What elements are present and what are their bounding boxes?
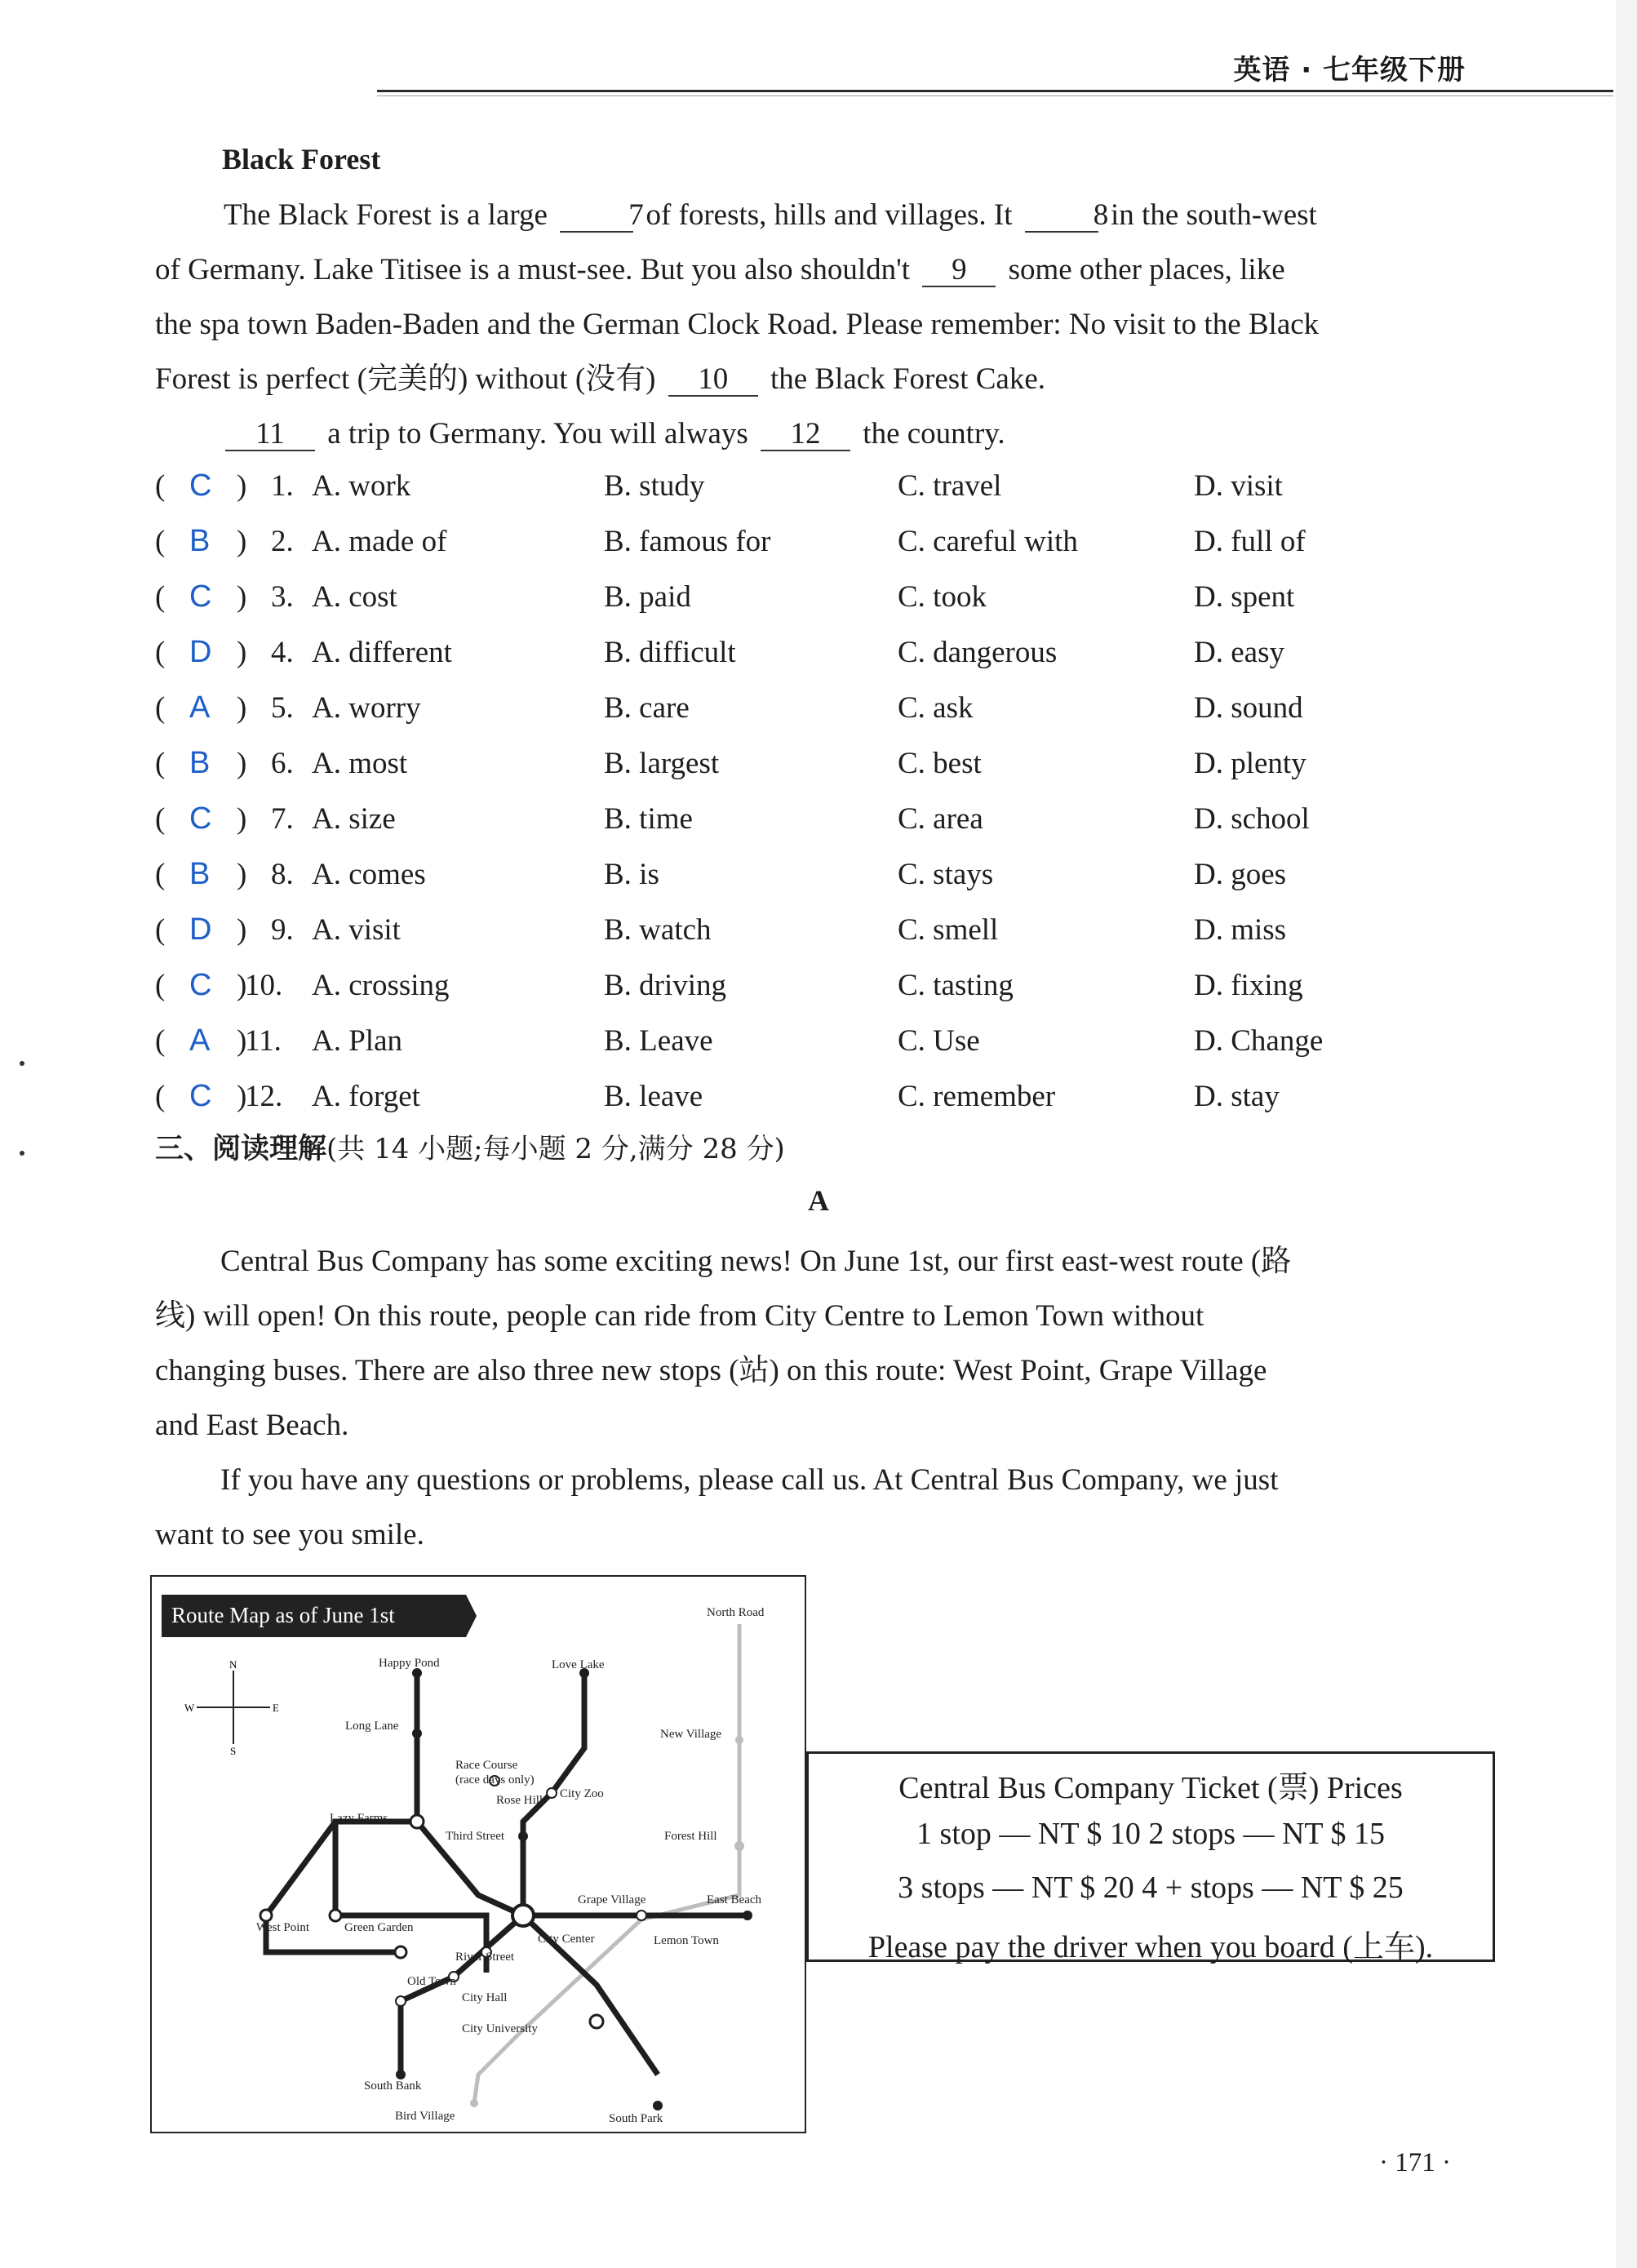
option-a: A. visit [312,913,401,947]
stop-north-road: North Road [707,1606,765,1619]
reading-passage: Central Bus Company has some exciting news! On June 1st, our first east-west route (路 线) will open! On this route, people can ride from City Centre to Lemon Town without changing buses. There are also three new stops (站) on this route: West Point, Grape Village and East Beach. If you have any questions or problems, please call us. At Central Bus Company, we just want to see you smile. [155,1245,1292,1551]
ticket-note: Please pay the driver when you board (上车). [867,1930,1434,1964]
paren: ) [237,469,247,503]
stop-rose-hill: Rose Hill [496,1794,543,1807]
option-d: D. goes [1194,858,1287,891]
answer-letter: A [189,690,211,725]
cloze-line-4: Forest is perfect (完美的) without (没有) 10 the Black Forest Cake. [155,362,1045,396]
stop-happy-pond: Happy Pond [379,1657,440,1670]
option-d: D. miss [1194,913,1287,947]
option-b: B. Leave [604,1024,713,1058]
blank-9: 9 [922,255,996,287]
stop-third-street: Third Street [446,1830,505,1843]
compass-e: E [273,1702,279,1714]
page-number: · 171 · [1379,2148,1451,2177]
question-number: 9. [271,913,294,947]
paren: ) [237,636,247,669]
question-number: 4. [271,636,294,669]
option-b: B. care [604,691,690,725]
question-number: 5. [271,691,294,725]
option-a: A. most [312,747,408,780]
ticket-row-2: 3 stops — NT $ 20 4 + stops — NT $ 25 [898,1871,1404,1905]
option-c: C. best [898,747,982,780]
blank-7: 7 [560,200,633,233]
question-row [155,1079,1502,1128]
option-a: A. Plan [312,1024,402,1058]
option-c: C. area [898,802,983,836]
option-a: A. worry [312,691,421,725]
cloze-passage [155,188,1502,461]
paren: ) [237,913,247,947]
option-b: B. time [604,802,693,836]
option-c: C. travel [898,469,1002,503]
option-d: D. fixing [1194,969,1303,1002]
stop-city-university: City University [462,2022,538,2035]
question-row [155,857,1502,906]
route-map [150,1575,806,2133]
option-d: D. easy [1194,636,1284,669]
question-row [155,524,1502,573]
option-b: B. is [604,858,659,891]
compass-n: N [229,1658,237,1671]
stop-east-beach: East Beach [707,1893,762,1906]
compass-w: W [184,1702,195,1714]
question-row [155,968,1502,1017]
answer-letter: C [189,801,212,836]
cloze-line-2: of Germany. Lake Titisee is a must-see. But you also shouldn't 9 some other places, like [155,253,1285,286]
paren: ( [155,969,166,1002]
question-row [155,912,1502,961]
paren: ( [155,1080,166,1113]
answer-letter: B [189,746,211,780]
question-number: 6. [271,747,294,780]
stop-city-hall: City Hall [462,1991,508,2004]
option-d: D. school [1194,802,1310,836]
blank-12: 12 [761,419,850,451]
stop-new-village: New Village [660,1728,722,1741]
option-a: A. forget [312,1080,420,1113]
option-b: B. study [604,469,705,503]
question-number: 8. [271,858,294,891]
question-number: 7. [271,802,294,836]
option-c: C. careful with [898,525,1078,558]
answer-letter: A [189,1023,211,1058]
stop-love-lake: Love Lake [552,1658,605,1671]
paren: ) [237,691,247,725]
option-b: B. watch [604,913,712,947]
ticket-title: Central Bus Company Ticket (票) Prices [898,1771,1403,1805]
stop-south-park: South Park [609,2112,663,2125]
header-rule-thin [377,95,1613,96]
stop-grape-village: Grape Village [578,1893,646,1906]
answer-letter: C [189,968,212,1002]
option-c: C. smell [898,913,999,947]
passage-letter: A [808,1184,829,1217]
stop-river-street: River Street [455,1951,515,1964]
option-d: D. full of [1194,525,1306,558]
question-row [155,579,1502,628]
cloze-line-5: 11 a trip to Germany. You will always 12 the country. [155,406,1502,461]
compass-icon [197,1671,270,1744]
answer-letter: C [189,468,212,503]
blank-8: 8 [1025,200,1098,233]
question-row [155,690,1502,739]
paren: ) [237,1024,247,1058]
compass-s: S [230,1745,237,1757]
option-b: B. largest [604,747,720,780]
paren: ( [155,469,166,503]
question-row [155,746,1502,795]
stop-bird-village: Bird Village [395,2110,455,2123]
answer-letter: C [189,1079,212,1113]
section-heading: 三、阅读理解(共 14 小题;每小题 2 分,满分 28 分) [155,1133,785,1165]
paren: ( [155,913,166,947]
margin-dot [20,1061,24,1066]
stop-lemon-town: Lemon Town [654,1934,719,1947]
paren: ( [155,858,166,891]
option-b: B. famous for [604,525,771,558]
option-c: C. dangerous [898,636,1058,669]
option-a: A. made of [312,525,447,558]
option-d: D. stay [1194,1080,1280,1113]
option-c: C. took [898,580,987,614]
option-b: B. paid [604,580,691,614]
option-a: A. different [312,636,452,669]
answer-letter: D [189,912,212,947]
stop-south-bank: South Bank [364,2079,422,2093]
paren: ) [237,802,247,836]
paren: ) [237,580,247,614]
cloze-line-3: the spa town Baden-Baden and the German Clock Road. Please remember: No visit to the Black [155,308,1320,341]
question-row [155,1023,1502,1072]
paren: ( [155,802,166,836]
paren: ( [155,636,166,669]
stop-green-garden: Green Garden [344,1921,414,1934]
stop-lazy-farms: Lazy Farms [330,1812,388,1825]
stop-city-center: City Center [538,1933,595,1946]
paren: ) [237,747,247,780]
ticket-row-1: 1 stop — NT $ 10 2 stops — NT $ 15 [916,1817,1385,1851]
passage-title: Black Forest [222,143,381,175]
question-number: 2. [271,525,294,558]
paren: ( [155,747,166,780]
page-edge-shade [1616,0,1637,2268]
paren: ) [237,525,247,558]
stop-old-town: Old Town [407,1975,456,1988]
option-c: C. tasting [898,969,1014,1002]
question-number: 12. [245,1080,283,1113]
option-b: B. leave [604,1080,703,1113]
ticket-price-box [806,1751,1495,1962]
stop-long-lane: Long Lane [345,1720,399,1733]
option-a: A. cost [312,580,397,614]
paren: ) [237,969,247,1002]
paren: ) [237,1080,247,1113]
stop-race-course: Race Course [455,1759,518,1772]
option-a: A. size [312,802,396,836]
question-number: 3. [271,580,294,614]
book-title: 英语 · 七年级下册 [1233,54,1466,87]
answer-letter: B [189,524,211,558]
stop-city-zoo: City Zoo [560,1787,604,1800]
answer-letter: C [189,579,212,614]
paren: ( [155,1024,166,1058]
stop-race-course-note: (race days only) [455,1773,535,1786]
option-c: C. ask [898,691,974,725]
answer-letter: D [189,635,212,669]
option-d: D. Change [1194,1024,1324,1058]
option-a: A. comes [312,858,426,891]
cloze-line-1: The Black Forest is a large 7 of forests, hills and villages. It 8 in the south-west [224,198,1317,232]
option-c: C. remember [898,1080,1056,1113]
paren: ( [155,525,166,558]
paren: ( [155,580,166,614]
option-b: B. driving [604,969,727,1002]
map-title: Route Map as of June 1st [171,1603,395,1627]
option-a: A. work [312,469,411,503]
paren: ) [237,858,247,891]
stop-west-point: West Point [256,1921,310,1934]
option-a: A. crossing [312,969,450,1002]
question-row [155,468,1502,517]
question-row [155,635,1502,684]
option-b: B. difficult [604,636,736,669]
option-c: C. stays [898,858,994,891]
route-map-svg [152,1577,805,2132]
option-d: D. plenty [1194,747,1306,780]
stop-forest-hill: Forest Hill [664,1830,717,1843]
question-row [155,801,1502,850]
blank-10: 10 [668,364,758,397]
option-d: D. visit [1194,469,1283,503]
answer-letter: B [189,857,211,891]
option-d: D. sound [1194,691,1303,725]
option-d: D. spent [1194,580,1295,614]
question-number: 10. [245,969,283,1002]
blank-11: 11 [225,419,315,451]
question-number: 1. [271,469,294,503]
option-c: C. Use [898,1024,980,1058]
page-header [0,0,1637,98]
paren: ( [155,691,166,725]
question-number: 11. [245,1024,282,1058]
header-rule [377,90,1613,92]
margin-dot [20,1151,24,1156]
